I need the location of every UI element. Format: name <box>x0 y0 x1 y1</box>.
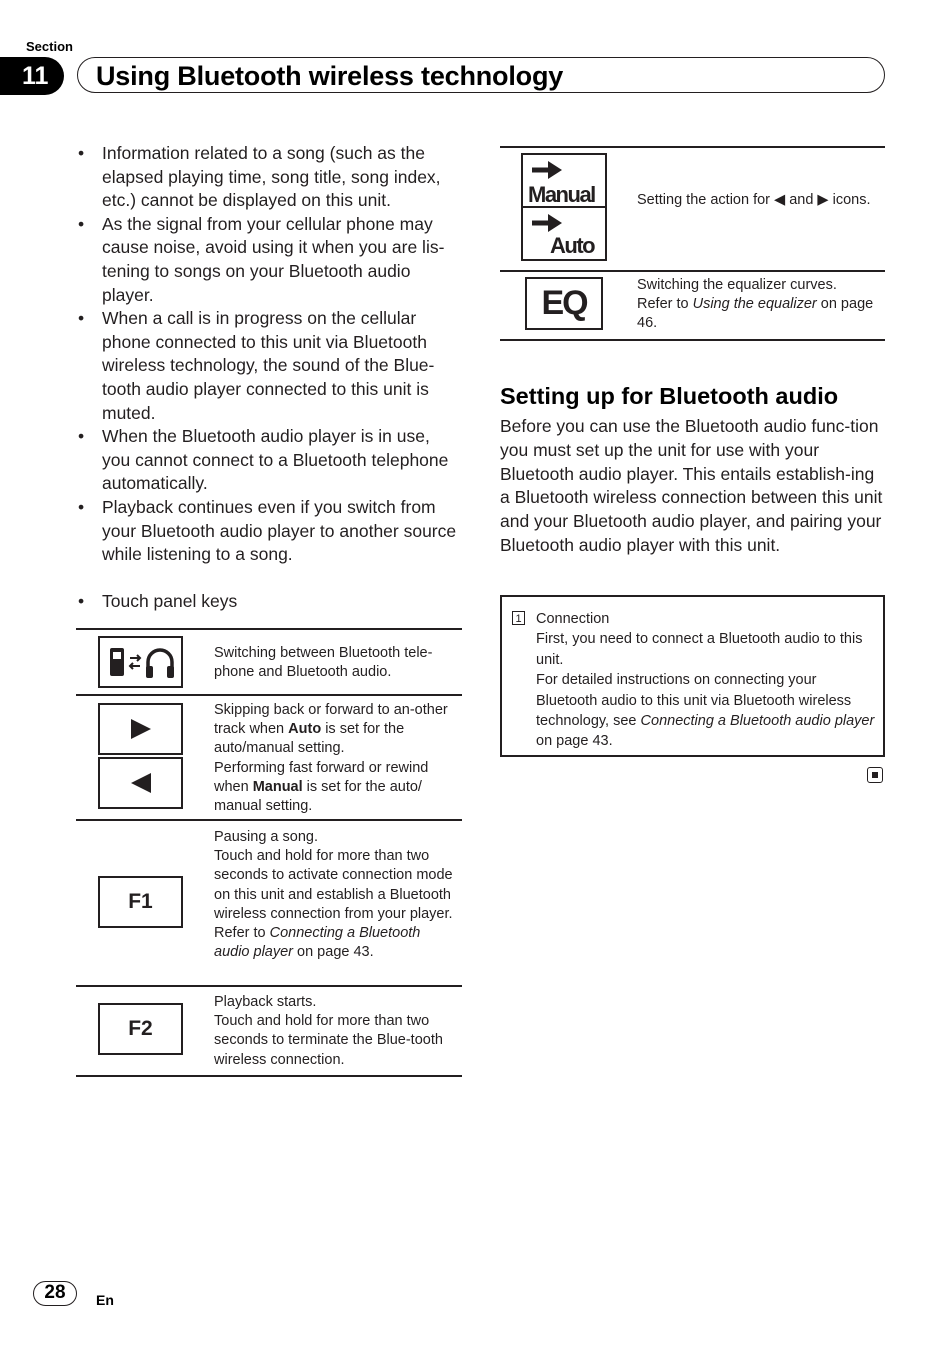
play-forward-icon <box>128 717 154 741</box>
list-item: • When a call is in progress on the cellular phone connected to this unit via Bluetooth wireless technology, the sound of the Blue-tooth audio player connected to this unit is muted. <box>78 308 435 423</box>
row-description: Skipping back or forward to an-other track when Auto is set for the auto/manual setting. Performing fast forward or rewind when Manual is set for the auto/ manual setting. <box>214 702 448 815</box>
touch-keys-table <box>76 628 462 1077</box>
row-description: Playback starts. Touch and hold for more than two seconds to terminate the Blue-tooth wireless connection. <box>214 994 443 1068</box>
page-number: 28 <box>33 1281 77 1306</box>
list-item: • When the Bluetooth audio player is in use, you cannot connect to a Bluetooth telephone automatically. <box>78 426 449 494</box>
back-key[interactable] <box>98 757 183 809</box>
arrow-right-icon <box>530 159 566 181</box>
notes-list <box>78 142 462 567</box>
touch-keys-heading: • Touch panel keys <box>78 591 238 611</box>
eq-label: EQ <box>541 284 587 322</box>
connection-step-box <box>500 595 885 757</box>
language-code: En <box>96 1292 114 1308</box>
row-description: Setting the action for ◀ and ▶ icons. <box>637 192 871 208</box>
list-item: • Information related to a song (such as the elapsed playing time, song title, song index, etc.) cannot be displayed on this unit. <box>78 143 441 211</box>
f1-key[interactable]: F1 <box>98 876 183 928</box>
setup-paragraph: Before you can use the Bluetooth audio func-tion you must set up the unit for use with your Bluetooth audio player. This entails establish-ing a Bluetooth wireless connection between this unit and your Bluetooth audio player, and pairing your Bluetooth audio player with this unit. <box>500 416 883 555</box>
manual-auto-key[interactable] <box>521 153 607 261</box>
step-number: 1 <box>512 611 525 625</box>
list-item: • As the signal from your cellular phone may cause noise, avoid using it when you are lis-tening to songs on your Bluetooth audio player. <box>78 213 445 305</box>
row-description: Pausing a song. Touch and hold for more than two seconds to activate connection mode on this unit and establish a Bluetooth wireless connection from your player. Refer to Connecting a Bluetooth audio player on page 43. <box>214 829 453 961</box>
manual-label: Manual <box>528 182 595 207</box>
row-description: Switching the equalizer curves. Refer to Using the equalizer on page 46. <box>637 277 874 332</box>
step-text: Connection First, you need to connect a Bluetooth audio to this unit. For detailed instructions on connecting your Bluetooth audio to this unit via Bluetooth wireless technology, see Connecting a Bluetooth audio player on page 43. <box>536 611 875 750</box>
table-row <box>76 821 462 987</box>
section-number-badge: 11 <box>0 57 64 95</box>
play-back-icon <box>128 771 154 795</box>
section-heading: Setting up for Bluetooth audio <box>500 383 839 409</box>
forward-key[interactable] <box>98 703 183 755</box>
phone-audio-switch-key[interactable] <box>98 636 183 688</box>
table-row <box>500 270 885 341</box>
arrow-right-icon <box>530 212 566 234</box>
table-row <box>76 628 462 696</box>
f2-key[interactable]: F2 <box>98 1003 183 1055</box>
auto-label: Auto <box>550 233 595 258</box>
right-keys-table <box>500 146 885 342</box>
section-label: Section <box>26 39 73 54</box>
table-row <box>76 987 462 1077</box>
phone-headphone-switch-icon <box>106 642 176 682</box>
table-row <box>76 694 462 821</box>
list-item: • Playback continues even if you switch from your Bluetooth audio player to another source while listening to a song. <box>78 496 457 565</box>
end-of-section-icon <box>867 767 883 783</box>
page-title: Using Bluetooth wireless technology <box>96 61 564 91</box>
row-description: Switching between Bluetooth tele-phone and Bluetooth audio. <box>214 645 433 681</box>
eq-key[interactable] <box>525 277 603 330</box>
table-row <box>500 146 885 272</box>
